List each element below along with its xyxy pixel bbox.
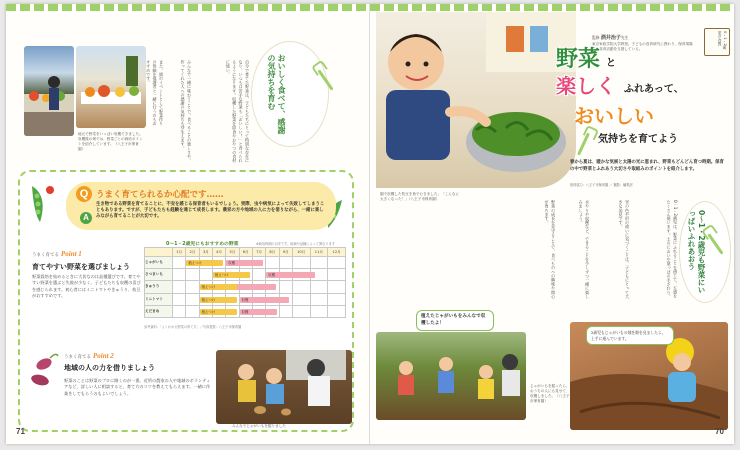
month-cell	[310, 257, 328, 269]
a-badge: A	[80, 212, 92, 224]
month-cell	[173, 305, 186, 317]
section-heading: 0〜1・2歳児も野菜にいっぱいふれあおう	[687, 210, 706, 294]
vegetable-name: えだまめ	[145, 305, 173, 317]
speech-bubble-harvest: 植えたじゃがいもをみんなで収穫したよ！	[416, 310, 494, 331]
calendar-row	[145, 293, 346, 305]
month-cell	[279, 305, 292, 317]
top-stripe	[6, 4, 369, 11]
vegetable-market-photo	[24, 46, 74, 136]
field-harvest-photo	[376, 332, 526, 420]
title-grow-feelings: 気持ちを育てよう	[598, 134, 678, 145]
peas-icon	[26, 180, 56, 230]
sweet-potato-icon	[30, 350, 60, 390]
month-header: 7月	[252, 248, 265, 257]
month-cell	[292, 257, 310, 269]
calendar-row	[145, 257, 346, 269]
supervisor-label: 監修	[592, 35, 600, 40]
month-cell	[199, 293, 216, 305]
calendar-row	[145, 269, 346, 281]
month-cell	[186, 305, 199, 317]
harvest-bar: 収穫	[226, 260, 263, 266]
month-cell	[173, 281, 186, 293]
top-photo-caption: 地元で野菜をいっぱい収穫できました。収穫後の畑では、野菜ごとの栽培ポイントを紹介しています。（八王子市保育園）	[78, 132, 143, 151]
month-cell	[186, 281, 199, 293]
point-1-label: うまく育てる	[32, 253, 59, 258]
month-cell	[328, 305, 346, 317]
planting-bar: 植えつけ	[200, 284, 237, 290]
month-header: 10月	[292, 248, 310, 257]
point-2-text: 野菜のことは野菜のプロに聞くのが一番。近所の農家の人や地域のボランティアなど、詳しい人に相談すると、育て方のコツを教えてもらえます。一緒に作業をしてもらうのもよいでしょう。	[64, 378, 211, 396]
main-photo-caption: 園で収穫した枝豆を皆でむきました。「こんなに大きくなった！」（八王子市保育園）	[380, 192, 460, 201]
month-cell	[252, 269, 265, 281]
month-header: 5月	[226, 248, 239, 257]
month-cell	[292, 281, 310, 293]
month-cell	[328, 257, 346, 269]
body-column-2: みんなで一緒に味わうことで、食べることの楽しさや、作ってくれた人への感謝の気持ちも芽生えます。	[180, 60, 192, 163]
point-2-number: Point 2	[93, 352, 114, 360]
month-cell	[310, 293, 328, 305]
planting-bar: 植えつけ	[200, 297, 237, 303]
month-cell	[226, 257, 239, 269]
vegetable-name: きゅうり	[145, 281, 173, 293]
body-column-2: 実の色や形の違いに気づくことは、子どもにとって大きな発見です。	[618, 200, 630, 299]
body-column-3: また、園のイベントとして野菜作りの体験を保護者と一緒に行うのもおすすめです。	[146, 60, 164, 126]
bottom-photo-caption: みんなでじゃがいもを掘りました	[232, 424, 286, 428]
point-2-heading: 地域の人の力を借りましょう	[64, 364, 155, 372]
planting-bar: 植えつけ	[186, 260, 223, 266]
title-to: と	[606, 58, 616, 69]
month-header: 2月	[186, 248, 199, 257]
supervisor-name: 酒井治子	[600, 35, 621, 41]
calendar-source: 参考資料：「よくわかる野菜の育て方」／写真提供：八王子市保育園	[144, 325, 242, 329]
body-column-4: 野菜の成長を見守ることで、食べものへの興味や関心が育ちます。	[544, 200, 556, 299]
month-cell	[328, 269, 346, 281]
page-number-left: 71	[16, 427, 25, 436]
month-header: 4月	[212, 248, 225, 257]
month-cell	[279, 281, 292, 293]
vegetable-name: じゃがいも	[145, 257, 173, 269]
age-board: 0・1・2歳児の食育	[704, 28, 730, 56]
calendar-title: 0〜1・2歳児にもおすすめの野菜	[166, 242, 239, 247]
title-delicious: おいしい	[574, 104, 654, 128]
supervisor-suffix: 先生	[620, 35, 629, 40]
body-column-1: 自分で育てた野菜は、子どもたちにとって特別な存在になり、いつもは苦手な野菜も「おいしい！」と食べられるようになります。収穫した野菜を給食やおやつの食材に使い、	[225, 60, 250, 163]
harvest-bar: 収穫	[240, 297, 289, 303]
title-vegetables: 野菜	[556, 47, 601, 72]
page-number-right: 70	[715, 427, 724, 436]
title-fun: 楽しく	[556, 74, 616, 98]
month-cell	[186, 257, 202, 269]
vegetable-name: さつまいも	[145, 269, 173, 281]
harvest-bar: 収穫	[266, 272, 315, 278]
fork-icon	[577, 132, 590, 155]
lede-credit: 取材協力：八王子市保育園 ／ 撮影：編集部	[570, 183, 633, 187]
bottom-photo-caption: じゃがいもを掘ったら、おうちの人にも見せて、収穫しました。（八王子市保育園）	[530, 384, 570, 403]
right-page	[370, 4, 734, 444]
heading-cloud	[254, 44, 326, 144]
calendar-header-row	[145, 248, 346, 257]
body-column-3: 水やりや収穫など、できることを少しずつ一緒に楽しみましょう。	[578, 200, 590, 299]
point-2-label: うまく育てる	[64, 355, 91, 360]
q-badge: Q	[76, 186, 92, 202]
month-cell	[173, 293, 186, 305]
calendar-corner	[145, 248, 173, 257]
month-cell	[266, 269, 279, 281]
point-1-number: Point 1	[61, 250, 82, 258]
month-cell	[186, 269, 199, 281]
month-cell	[328, 281, 346, 293]
section-heading: おいしく食べて、感謝の気持ちを育む	[267, 54, 286, 134]
calendar-row	[145, 281, 346, 293]
title-touch: ふれあって、	[624, 84, 684, 95]
planting-bar: 植えつけ	[213, 272, 250, 278]
month-cell	[199, 269, 212, 281]
month-cell	[292, 305, 310, 317]
month-cell	[239, 293, 252, 305]
planting-calendar	[144, 247, 346, 318]
question-title: うまく育てられるか心配です……	[96, 190, 224, 200]
speech-bubble-carrying: 2歳児もじゃがいもの畑を畑を見ましたよ。上手に運んでいます。	[586, 326, 674, 345]
month-header: 12月	[328, 248, 346, 257]
month-cell	[292, 293, 310, 305]
month-cell	[279, 257, 292, 269]
month-cell	[328, 293, 346, 305]
supervisor	[592, 34, 628, 41]
lede-text: 春から夏は、暖かな気候と太陽の光に恵まれ、野菜もどんどん育つ時期。保育の中で野菜とふれあう大切さや取組みのポイントを紹介します。	[570, 160, 724, 172]
month-cell	[310, 305, 328, 317]
month-cell	[266, 257, 279, 269]
month-header: 8月	[266, 248, 279, 257]
calendar-body	[145, 257, 346, 318]
magazine-spread	[6, 4, 734, 444]
top-stripe	[370, 4, 734, 11]
month-cell	[186, 293, 199, 305]
month-header: 3月	[199, 248, 212, 257]
left-page	[6, 4, 370, 444]
calendar-note: ※栽培時期の目安です。地域や品種によって異なります	[256, 242, 335, 246]
boy-with-beans-photo	[376, 12, 576, 188]
point-1-tag	[32, 250, 82, 258]
point-1-text: 野菜栽培を始めるときに大切なのは品種選びです。育てやすい野菜を選ぶと失敗が少なく、子どもたちも収穫の喜びを感じられます。初心者にはミニトマトやきゅうり、枝豆がおすすめです。	[32, 274, 141, 298]
month-cell	[199, 281, 216, 293]
month-header: 9月	[279, 248, 292, 257]
month-cell	[199, 305, 216, 317]
month-header: 11月	[310, 248, 328, 257]
point-2-tag	[64, 352, 114, 360]
vegetable-name: ミニトマト	[145, 293, 173, 305]
body-column-1: 0・1・2歳児は、野菜にふれることを通じて、五感をたくさん使います。土のにおいや葉っぱの手ざわり、	[666, 200, 678, 299]
month-cell	[173, 269, 186, 281]
month-cell	[310, 281, 328, 293]
calendar-row	[145, 305, 346, 317]
month-cell	[173, 257, 186, 269]
month-header: 6月	[239, 248, 252, 257]
supervisor-bio: 東京家政学院大学教授。子どもの食育研究に携わり、保育現場での食育活動を支援している。	[592, 42, 693, 51]
vegetable-display-photo	[76, 46, 146, 128]
harvest-bar: 収穫	[240, 309, 277, 315]
month-cell	[212, 269, 229, 281]
point-1-heading: 育てやすい野菜を選びましょう	[32, 263, 130, 271]
potato-digging-photo	[216, 350, 352, 424]
month-header: 1月	[173, 248, 186, 257]
answer-text: 生き物である野菜を育てることに、不安を感じる保育者もいるでしょう。実際、虫や病気によって失敗してしまうこともあります。ですが、子どもたちも経験を通じて成長します。農家の方や地域の人に力を借りながら、一緒に楽しみながら育てることが大切です。	[96, 202, 325, 220]
month-cell	[239, 305, 252, 317]
planting-bar: 植えつけ	[200, 309, 237, 315]
